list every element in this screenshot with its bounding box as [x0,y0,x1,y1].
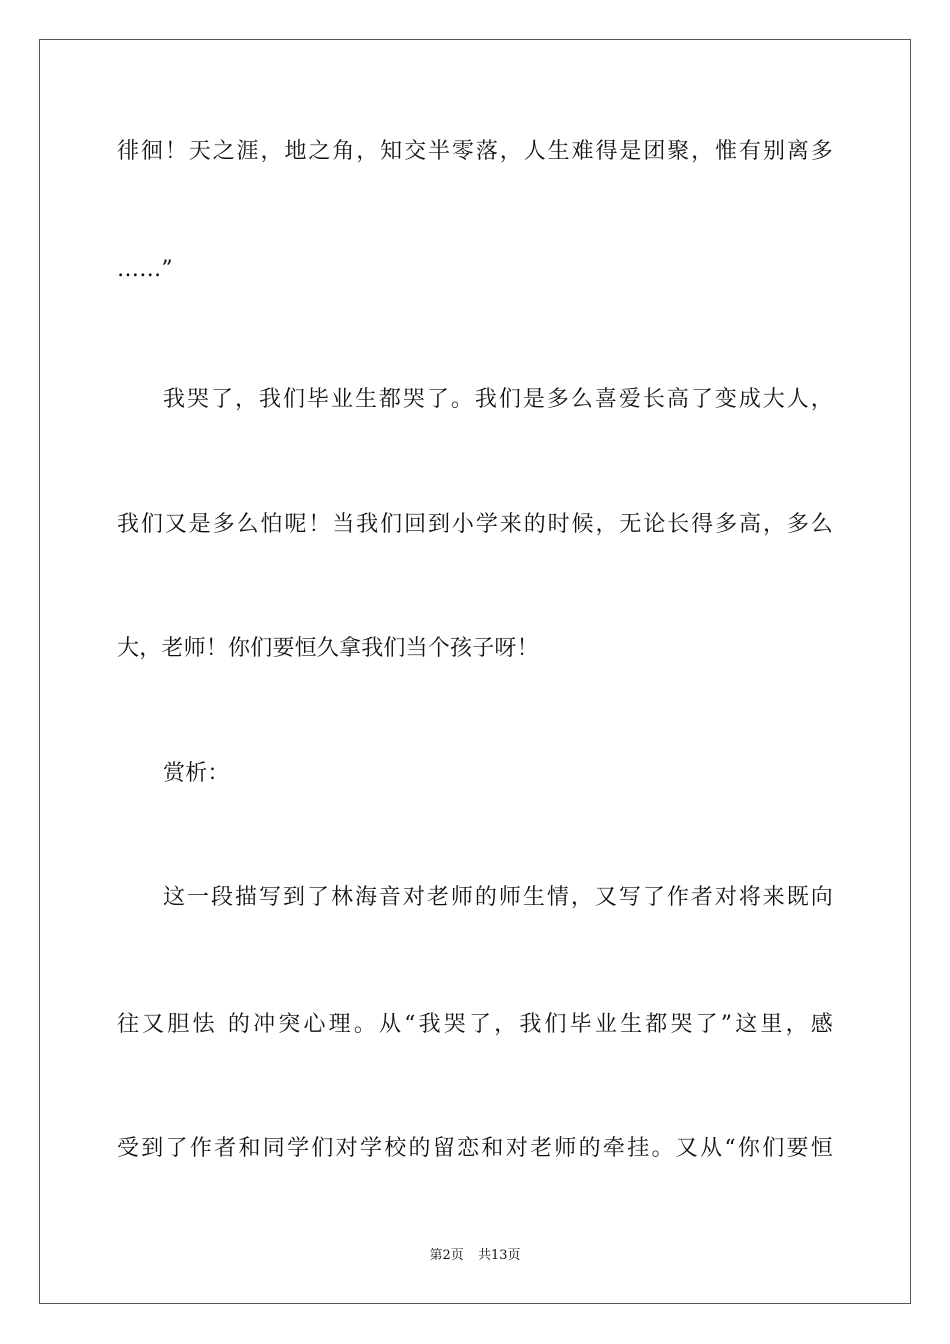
text-line-3: 我哭了，我们毕业生都哭了。我们是多么喜爱长高了变成大人， [163,387,833,412]
section-heading: 赏析： [163,761,230,786]
text-line-2: ……” [117,257,173,282]
page-number: 第2页 [429,1248,464,1263]
text-line-4: 我们又是多么怕呢！当我们回到小学来的时候，无论长得多高，多么 [117,512,833,537]
text-line-9: 受到了作者和同学们对学校的留恋和对老师的牵挂。又从“你们要恒 [117,1136,833,1161]
text-line-5: 大，老师！你们要恒久拿我们当个孩子呀！ [117,636,539,661]
page-total: 共13页 [477,1248,521,1263]
text-line-1: 徘徊！天之涯，地之角，知交半零落，人生难得是团聚，惟有别离多 [117,139,833,164]
text-line-8: 往又胆怯 的冲突心理。从“我哭了，我们毕业生都哭了”这里，感 [117,1012,833,1037]
page-footer [0,1248,950,1264]
text-line-7: 这一段描写到了林海音对老师的师生情，又写了作者对将来既向 [163,885,833,910]
page-border [39,39,911,1304]
